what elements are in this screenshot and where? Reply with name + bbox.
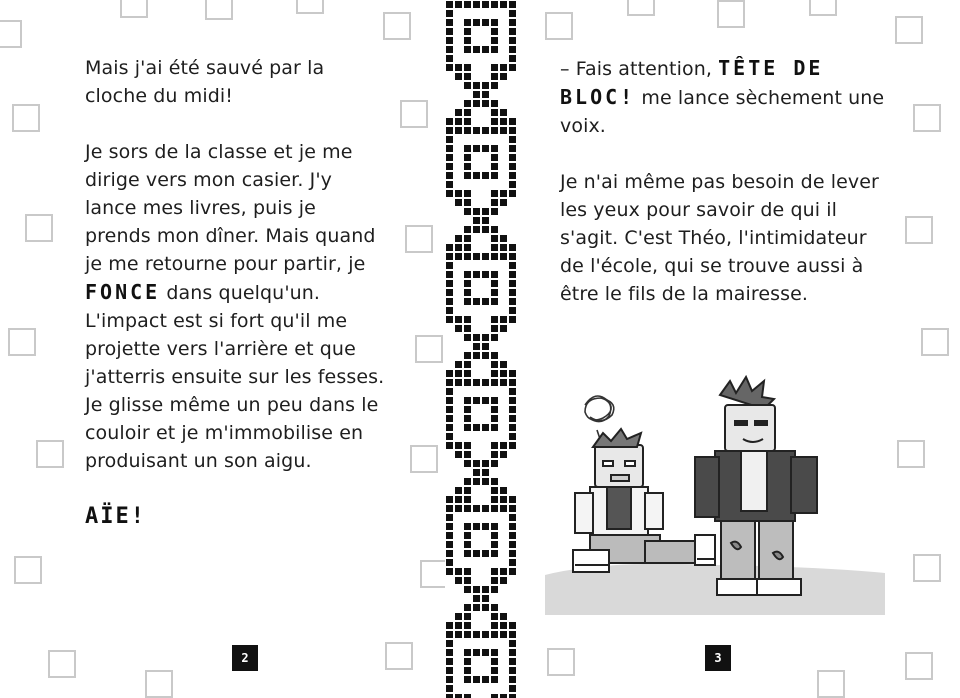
square-decoration — [205, 0, 233, 20]
square-decoration — [420, 560, 445, 588]
square-decoration — [921, 328, 949, 356]
square-decoration — [895, 16, 923, 44]
paragraph: Je n'ai même pas besoin de lever les yeux pour savoir de qui il s'agit. C'est Théo, l'intimidateur de l'école, qui se trouve aussi à être le fils de la mairesse. — [560, 171, 879, 305]
square-decoration — [717, 0, 745, 28]
square-decoration — [410, 445, 438, 473]
square-decoration — [25, 214, 53, 242]
left-body-text — [85, 54, 385, 559]
square-decoration — [415, 335, 443, 363]
exclamation: AÏE! — [85, 504, 146, 529]
square-decoration — [14, 556, 42, 584]
square-decoration — [913, 554, 941, 582]
paragraph: Je sors de la classe et je me dirige vers mon casier. J'y lance mes livres, puis je prends mon dîner. Mais quand je me retourne pour partir, je FONCE dans quelqu'un. L'impact est si fort qu'il me projette vers l'arrière et que j'atterris ensuite sur les fesses. Je glisse même un peu dans le couloir et je m'immobilise en produisant un son aigu. — [85, 141, 385, 472]
square-decoration — [385, 642, 413, 670]
square-decoration — [296, 0, 324, 14]
square-decoration — [809, 0, 837, 16]
square-decoration — [897, 440, 925, 468]
square-decoration — [400, 100, 428, 128]
square-decoration — [0, 20, 22, 48]
square-decoration — [405, 225, 433, 253]
emphasis-phrase: TÊTE DE BLOC! — [560, 56, 824, 109]
square-decoration — [905, 216, 933, 244]
emphasis-word: FONCE — [85, 280, 161, 304]
square-decoration — [905, 652, 933, 680]
paragraph: – Fais attention, TÊTE DE BLOC! me lance sèchement une voix. — [560, 56, 885, 137]
left-page — [0, 0, 445, 698]
page-number: 2 — [232, 645, 258, 671]
square-decoration — [12, 104, 40, 132]
square-decoration — [913, 104, 941, 132]
square-decoration — [817, 670, 845, 698]
square-decoration — [383, 12, 411, 40]
paragraph: Mais j'ai été sauvé par la cloche du midi! — [85, 57, 325, 107]
square-decoration — [547, 648, 575, 676]
illustration-icon — [545, 375, 885, 615]
bully-scene-illustration — [545, 375, 885, 615]
square-decoration — [8, 328, 36, 356]
square-decoration — [120, 0, 148, 18]
square-decoration — [36, 440, 64, 468]
square-decoration — [145, 670, 173, 698]
right-body-text — [560, 54, 890, 336]
spine-pattern — [445, 0, 517, 698]
page-number: 3 — [705, 645, 731, 671]
pixel-grid-icon — [445, 0, 517, 698]
square-decoration — [48, 650, 76, 678]
square-decoration — [627, 0, 655, 16]
square-decoration — [545, 12, 573, 40]
